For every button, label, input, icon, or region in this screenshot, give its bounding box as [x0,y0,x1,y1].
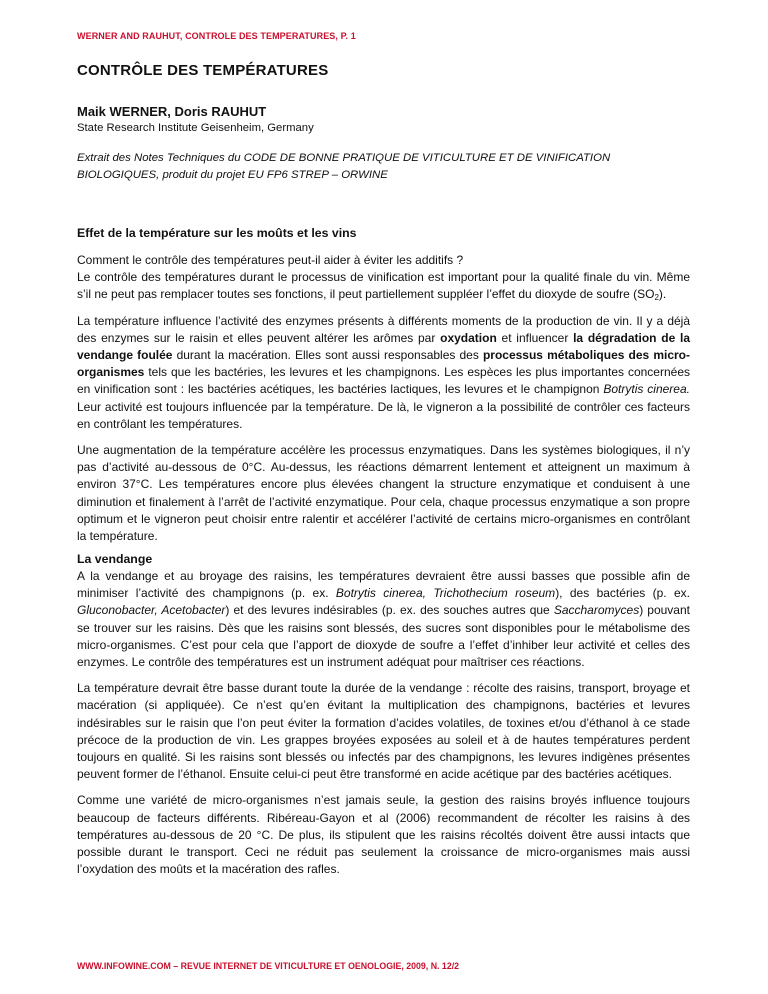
section-effet-temperature-body [77,252,690,554]
bold-term-processus: processus métaboliques des micro-organismes [77,348,691,380]
paragraph-text: ). [658,287,667,302]
paragraph-question: Comment le contrôle des températures peut-il aider à éviter les additifs ? [77,253,464,267]
paragraph-additifs [77,252,690,304]
paragraph-text: La température influence l’activité des enzymes présents à différents moments de la production de vin. Il y a déjà des enzymes sur le raisin et elles peuvent altérer les arômes par [77,313,690,345]
paragraph-text: ) pouvant se trouver sur les raisins. Dès que les raisins sont blessés, des sucres sont disponibles pour le métabolisme des micro-organismes. C’est pour cela que l’apport de dioxyde de soufre a l’effet d’inhiber leur activité et celles des enzymes. Le contrôle des températures est un instrument adéquat pour maîtriser ces réactions. [77,603,690,670]
authors: Maik WERNER, Doris RAUHUT [77,104,267,119]
document-title: CONTRÔLE DES TEMPÉRATURES [77,62,329,79]
bold-term-oxydation: oxydation [440,330,497,345]
italic-term-champignons: Botrytis cinerea, Trichothecium roseum [335,586,556,601]
section-heading-vendange: La vendange [77,552,153,566]
paragraph-text: Leur activité est toujours influencée par la température. De là, le vigneron a la possibilité de contrôler ces facteurs en contrôlant les températures. [77,399,690,431]
italic-term-botrytis: Botrytis cinerea. [603,382,690,397]
paragraph-text: tels que les bactéries, les levures et les champignons. Les espèces les plus importantes concernées en vinification sont : les bactéries acétiques, les bactéries lactiques, les levures et le champignon [77,365,690,397]
paragraph-micro-organismes: Comme une variété de micro-organismes n’est jamais seule, la gestion des raisins broyés influence toujours beaucoup de facteurs différents. Ribéreau-Gayon et al (2006) recommandent de récolter les raisins à des températures au-dessous de 20 °C. De plus, ils stipulent que les raisins récoltés doivent être aussi intacts que possible durant le transport. Ceci ne réduit pas seulement la croissance de micro-organismes mais aussi l’oxydation des moûts et la macération des rafles. [77,793,690,877]
running-header: WERNER AND RAUHUT, CONTROLE DES TEMPERATURES, P. 1 [77,31,356,41]
paragraph-text: ) et des levures indésirables (p. ex. des souches autres que [225,603,554,618]
paragraph-temperature-basse: La température devrait être basse durant toute la durée de la vendange : récolte des raisins, transport, broyage et macération (si appliquée). Ce n’est qu’en évitant la multiplication des champignons, bactéries et levures indésirables sur le raisin que l’on peut éviter la formation d’acides volatiles, de toxines et/ou d’éthanol à ce stade précoce de la production de vin. Les grappes broyées exposées au soleil et à de hautes températures perdent toujours en qualité. Si les raisins sont blessés ou infectés par des champignons, les levures indigènes présentes peuvent former de l’éthanol. Ensuite celui-ci peut être transformé en acide acétique par des bactéries acétiques. [77,681,690,782]
subscript-2: 2 [654,293,659,303]
section-heading-effet-temperature: Effet de la température sur les moûts et les vins [77,226,357,240]
running-footer: WWW.INFOWINE.COM – REVUE INTERNET DE VITICULTURE ET OENOLOGIE, 2009, N. 12/2 [77,961,460,971]
paragraph-text: A la vendange et au broyage des raisins, les températures devraient être aussi basses que possible afin de minimiser l’activité des champignons (p. ex. [77,569,690,601]
paragraph-text: Le contrôle des températures durant le processus de vinification est important pour la qualité finale du vin. Même s’il ne peut pas remplacer toutes ses fonctions, il peut partiellement suppléer l’effet du dioxyde de soufre (SO [77,270,690,302]
italic-term-saccharomyces: Saccharomyces [553,603,640,618]
paragraph-text: ), des bactéries (p. ex. [555,586,691,601]
paragraph-text: durant la macération. Elles sont aussi responsables des [172,348,483,363]
institute-affiliation: State Research Institute Geisenheim, Germany [77,122,314,134]
italic-term-bacteries: Gluconobacter, Acetobacter [77,603,226,618]
paragraph-enzymes [77,313,690,433]
bold-term-degradation: la dégradation de la vendange foulée [77,330,690,363]
paragraph-vendange-broyage [77,568,690,671]
section-vendange [77,551,690,887]
paragraph-processus-enzymatiques: Une augmentation de la température accélère les processus enzymatiques. Dans les systèmes biologiques, il n’y pas d’activité au-dessous de 0°C. Au-dessus, les réactions démarrent lentement et atteignent un maximum à environ 37°C. Les températures encore plus élevées changent la structure enzymatique et conduisent à une diminution et finalement à l’arrêt de l’activité enzymatique. Pour cela, chaque processus enzymatique a son propre optimum et le vigneron peut choisir entre ralentir et accélérer l’activité de certains micro-organismes en contrôlant la température. [77,443,690,544]
paragraph-text: et influencer [496,330,574,345]
extract-note: Extrait des Notes Techniques du CODE DE BONNE PRATIQUE DE VITICULTURE ET DE VINIFICATION BIOLOGIQUES, produit du projet EU FP6 STREP – ORWINE [77,152,611,181]
